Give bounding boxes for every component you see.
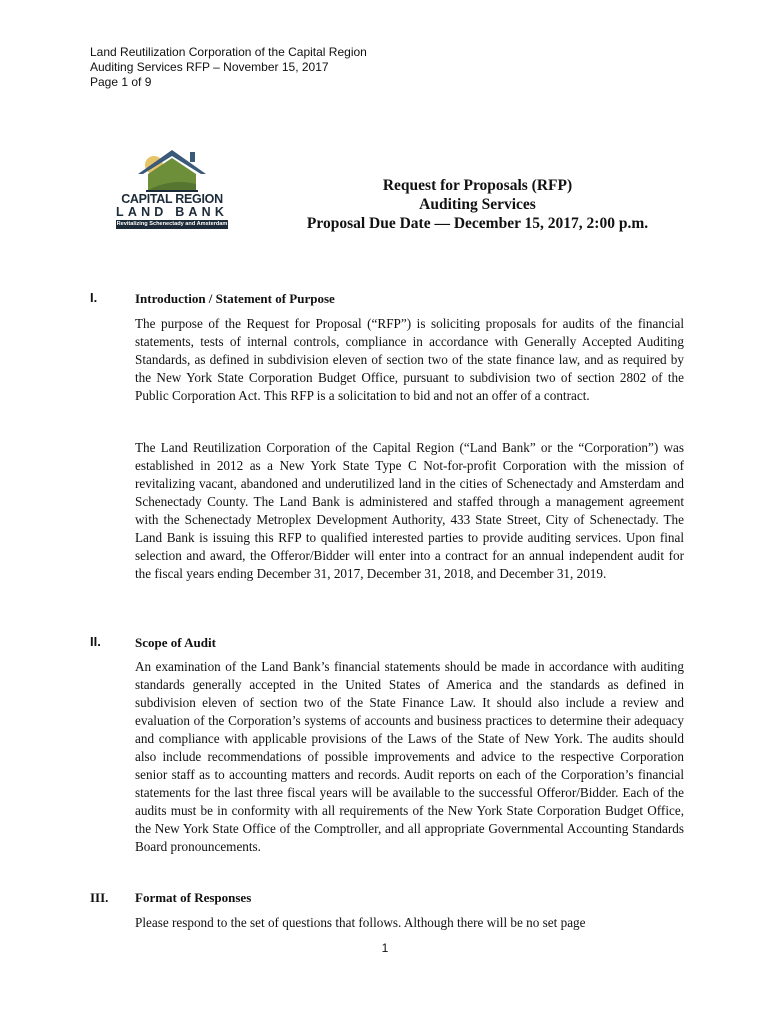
- section-number: I.: [90, 290, 98, 305]
- section-number: III.: [90, 890, 109, 905]
- logo-line-1: CAPITAL REGION: [121, 192, 223, 206]
- section-paragraph: The Land Reutilization Corporation of the Capital Region (“Land Bank” or the “Corporation”) was established in 2012 as a New York State Type C Not-for-profit Corporation with the mission of revitalizing vacant, abandoned and underutilized land in the cities of Schenectady and Amsterdam and Schenectady County. The Land Bank is administered and staffed through a management agreement with the Schenectady Metroplex Development Authority, 433 State Street, City of Schenectady. The Land Bank is issuing this RFP to qualified interested parties to provide auditing services. Upon final selection and award, the Offeror/Bidder will enter into a contract for an annual independent audit for the fiscal years ending December 31, 2017, December 31, 2018, and December 31, 2019.: [135, 440, 684, 581]
- header-rfp-line: Auditing Services RFP – November 15, 2017: [90, 60, 329, 74]
- title-line-3: Proposal Due Date — December 15, 2017, 2:00 p.m.: [306, 215, 649, 232]
- logo-tagline: Revitalizing Schenectady and Amsterdam: [116, 221, 228, 227]
- section-heading: Introduction / Statement of Purpose: [135, 291, 335, 306]
- logo-line-2: LAND BANK: [116, 205, 229, 219]
- section-paragraph: Please respond to the set of questions that follows. Although there will be no set page: [135, 915, 586, 930]
- header-org: Land Reutilization Corporation of the Capital Region: [90, 45, 367, 59]
- page-header: [90, 45, 367, 90]
- section-paragraph: The purpose of the Request for Proposal (“RFP”) is soliciting proposals for audits of the financial statements, tests of internal controls, compliance in accordance with Generally Accepted Auditing Standards, as defined in subdivision eleven of section two of the state finance law, and as required by the New York State Corporation Budget Office, pursuant to subdivision two of section 2802 of the Public Corporation Act. This RFP is a solicitation to bid and not an offer of a contract.: [135, 316, 684, 403]
- title-line-1: Request for Proposals (RFP): [382, 177, 573, 194]
- section-heading: Format of Responses: [135, 890, 252, 905]
- house-sun-icon: [116, 148, 228, 194]
- section-heading: Scope of Audit: [135, 635, 216, 650]
- header-page-count: Page 1 of 9: [90, 75, 152, 89]
- land-bank-logo: [116, 148, 228, 230]
- title-line-2: Auditing Services: [419, 196, 536, 213]
- page-number: 1: [381, 941, 389, 955]
- section-paragraph: An examination of the Land Bank’s financial statements should be made in accordance with auditing standards generally accepted in the United States of America and the standards as defined in subdivision eleven of section two of the State Finance Law. It should also include a review and evaluation of the Corporation’s systems of accounts and business practices to determine their adequacy and compliance with applicable provisions of the Laws of the State of New York. The audits should also include recommendations of possible improvements and advice to the respective Corporation senior staff as to accounting matters and records. Audit reports on each of the Corporation’s financial statements for the last three fiscal years will be available to the successful Offeror/Bidder. Each of the audits must be in conformity with all requirements of the New York State Corporation Budget Office, the New York State Office of the Comptroller, and all appropriate Governmental Accounting Standards Board pronouncements.: [135, 659, 684, 854]
- document-title: [230, 176, 725, 233]
- section-number: II.: [90, 634, 101, 649]
